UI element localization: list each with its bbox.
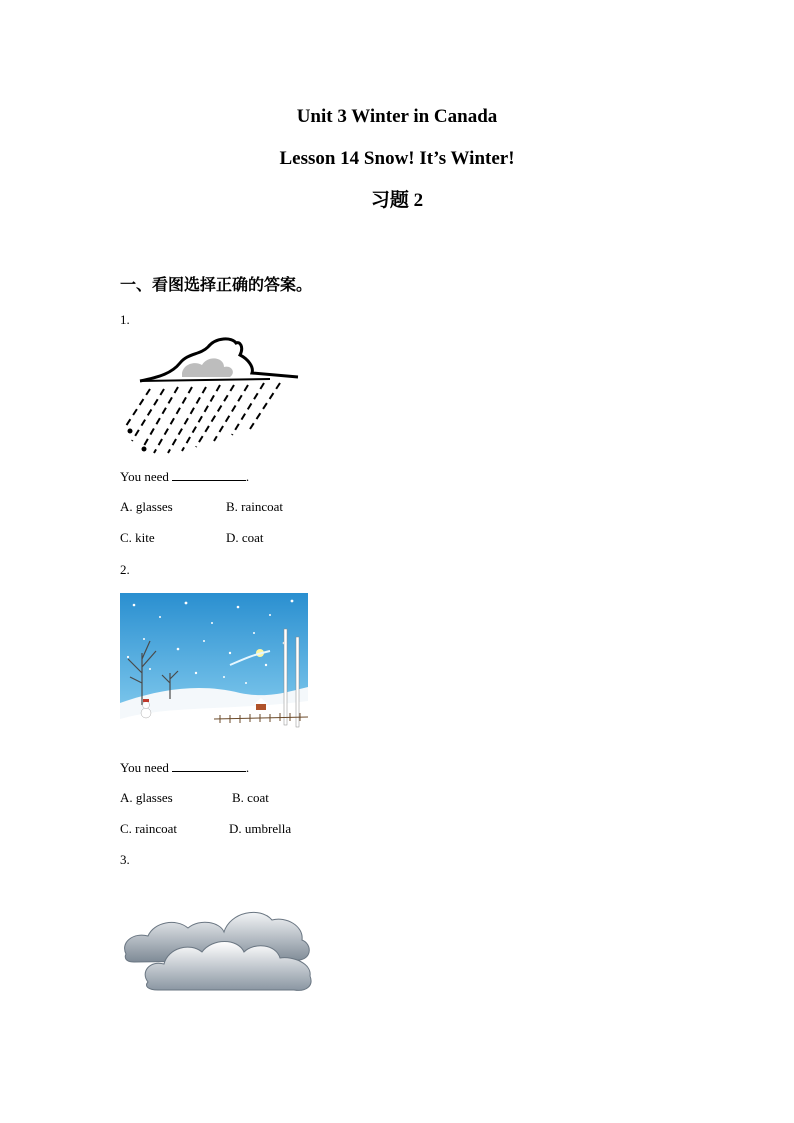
question-2-number: 2. bbox=[120, 562, 130, 577]
question-2-option-c[interactable]: C. raincoat bbox=[120, 821, 178, 836]
section-heading: 一、看图选择正确的答案。 bbox=[120, 275, 313, 294]
lesson-title: Lesson 14 Snow! It’s Winter! bbox=[279, 148, 515, 169]
question-2-period: . bbox=[245, 760, 250, 775]
question-1-answer-blank[interactable] bbox=[172, 468, 246, 481]
question-2-option-a[interactable]: A. glasses bbox=[120, 790, 173, 805]
question-1-option-c[interactable]: C. kite bbox=[120, 530, 155, 545]
question-1-period: . bbox=[245, 469, 250, 484]
question-2-prompt bbox=[120, 759, 249, 776]
question-1-option-b[interactable]: B. raincoat bbox=[226, 499, 284, 514]
unit-title: Unit 3 Winter in Canada bbox=[296, 106, 498, 127]
question-2-option-d[interactable]: D. umbrella bbox=[229, 821, 292, 836]
question-1-option-d[interactable]: D. coat bbox=[226, 530, 264, 545]
question-2-option-b[interactable]: B. coat bbox=[232, 790, 269, 805]
question-1-number: 1. bbox=[120, 312, 130, 327]
question-1-option-a[interactable]: A. glasses bbox=[120, 499, 173, 514]
cloudy-picture bbox=[120, 902, 316, 994]
question-2-prompt-text: You need bbox=[120, 760, 169, 775]
question-1-prompt bbox=[120, 468, 249, 485]
rain-cloud-picture bbox=[120, 333, 300, 459]
question-1-prompt-text: You need bbox=[120, 469, 169, 484]
exercise-title: 习题 2 bbox=[370, 190, 424, 211]
question-2-answer-blank[interactable] bbox=[172, 759, 246, 772]
snowy-landscape-picture bbox=[120, 593, 308, 737]
question-3-number: 3. bbox=[120, 852, 130, 867]
